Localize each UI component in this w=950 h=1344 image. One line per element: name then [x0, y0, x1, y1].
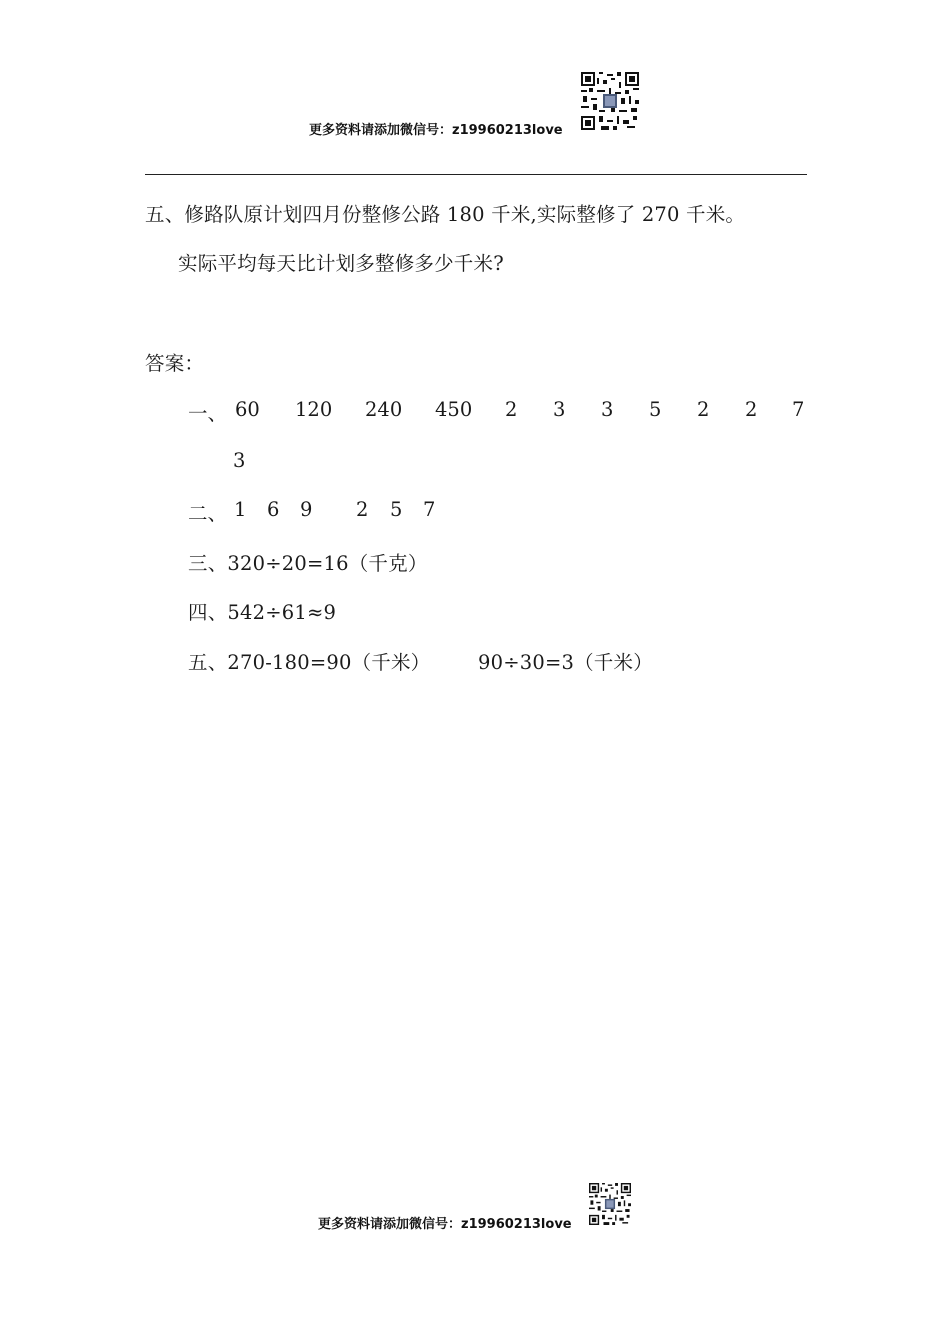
answer-1-value: 120	[295, 398, 333, 421]
question-5-line-1: 五、修路队原计划四月份整修公路 180 千米,实际整修了 270 千米。	[145, 203, 746, 226]
footer-wechat-text: 更多资料请添加微信号：z19960213love	[318, 1217, 572, 1232]
answer-2-prefix: 二、	[188, 502, 228, 525]
answer-1-value: 5	[649, 398, 662, 421]
answer-1-value: 2	[697, 398, 710, 421]
answer-2-value: 1	[234, 498, 247, 521]
answers-title: 答案：	[145, 352, 205, 375]
answer-2-value: 5	[390, 498, 403, 521]
answer-1-value: 3	[233, 449, 246, 472]
answer-1-value: 2	[745, 398, 758, 421]
question-5-line-2: 实际平均每天比计划多整修多少千米?	[178, 252, 504, 275]
answer-5-part-1: 五、270-180=90（千米）	[188, 651, 431, 674]
answer-2-value: 2	[356, 498, 369, 521]
answer-1-value: 450	[435, 398, 473, 421]
answer-1-value: 3	[601, 398, 614, 421]
answer-1-value: 2	[505, 398, 518, 421]
answer-1-prefix: 一、	[188, 402, 228, 425]
qr-code-icon	[581, 72, 639, 130]
header-wechat-text: 更多资料请添加微信号：z19960213love	[309, 123, 563, 138]
answer-3: 三、320÷20=16（千克）	[188, 552, 428, 575]
answer-2-value: 9	[300, 498, 313, 521]
qr-code-icon	[589, 1183, 631, 1225]
answer-2-value: 7	[423, 498, 436, 521]
answer-4: 四、542÷61≈9	[188, 601, 337, 624]
answer-1-value: 3	[553, 398, 566, 421]
answer-1-value: 60	[235, 398, 260, 421]
header-divider	[145, 174, 807, 175]
answer-1-value: 240	[365, 398, 403, 421]
answer-1-value: 7	[792, 398, 805, 421]
answer-5-part-2: 90÷30=3（千米）	[478, 651, 653, 674]
answer-2-value: 6	[267, 498, 280, 521]
